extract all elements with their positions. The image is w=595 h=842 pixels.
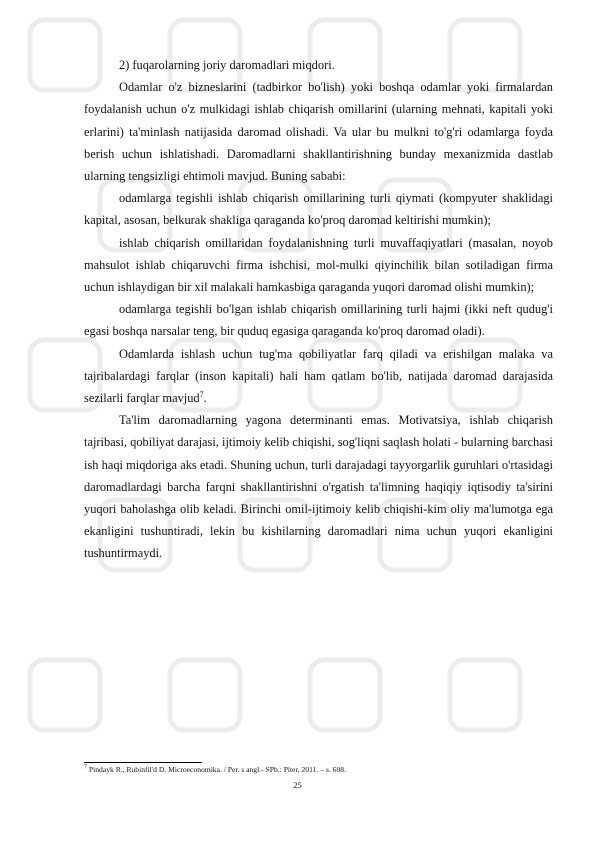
paragraph: ishlab chiqarish omillaridan foydalanishning turli muvaffaqiyatlari (masalan, noyob mahsulot ishlab chiqaruvchi firma ishchisi, mol-mulki qiyinchilik bilan sotiladigan firma uchun ishlaydigan bir xil malakali hamkasbiga qaraganda yuqori daromad olishi mumkin);: [84, 235, 553, 295]
page-number: 25: [293, 780, 302, 790]
paragraph: odamlarga tegishli ishlab chiqarish omillarining turli qiymati (kompyuter shaklidagi kapital, asosan, belkurak shakliga qaraganda ko'proq daromad keltirishi mumkin);: [84, 191, 553, 228]
document-body: [84, 54, 553, 565]
footnote-divider: [84, 762, 202, 763]
paragraph: Ta'lim daromadlarning yagona determinanti emas. Motivatsiya, ishlab chiqarish tajribasi, qobiliyat darajasi, ijtimoiy kelib chiqishi, sog'liqni saqlash holati - bularning barchasi ish haqi miqdoriga aks etadi. Shuning uchun, turli darajadagi tayyorgarlik guruhlari o'rtasidagi daromadlardagi barcha farqni shakllantirishni o'rgatish ta'limning haqiqiy iqtisodiy ta'sirini yuqori baholashga olib keladi. Birinchi omil-ijtimoiy kelib chiqishi-kim oliy ma'lumotga ega ekanligini tushuntiradi, lekin bu kishilarning daromadlari nima uchun yuqori ekanligini tushuntirmaydi.: [84, 413, 553, 561]
paragraph: Odamlar o'z bizneslarini (tadbirkor bo'lish) yoki boshqa odamlar yoki firmalardan foydalanish uchun o'z mulkidagi ishlab chiqarish omillarini (ularning mehnati, kapitali yoki erlarini) ta'minlash natijasida daromad olishadi. Va ular bu mulkni to'g'ri odamlarga foyda berish uchun ishlatishadi. Daromadlarni shakllantirishning bunday mexanizmida dastlab ularning tengsizligi ehtimoli mavjud. Buning sababi:: [84, 80, 553, 184]
footnote-number: 7: [84, 764, 87, 771]
footnote-text: Pindayk R., Rubinfil'd D. Microeconomika. / Per. s angl.- SPb.: Piter, 2011. – s. 608.: [87, 765, 346, 774]
paragraph-with-footnote: [84, 343, 553, 410]
sentence-end: .: [203, 391, 207, 406]
paragraph-text: Odamlarda ishlash uchun tug'ma qobiliyatlar farq qiladi va erishilgan malaka va tajribalardagi farqlar (inson kapitali) hali ham qatlam bo'lib, natijada daromad darajasida sezilarli farqlar mavjud: [84, 346, 553, 406]
paragraph: odamlarga tegishli bo'lgan ishlab chiqarish omillarining turli hajmi (ikki neft qudug'i egasi boshqa narsalar teng, bir quduq egasiga qaraganda ko'proq daromad oladi).: [84, 302, 553, 339]
footnote-reference: 7: [199, 389, 204, 399]
footnote: [84, 765, 553, 775]
section-heading: 2) fuqarolarning joriy daromadlari miqdori.: [119, 58, 335, 72]
